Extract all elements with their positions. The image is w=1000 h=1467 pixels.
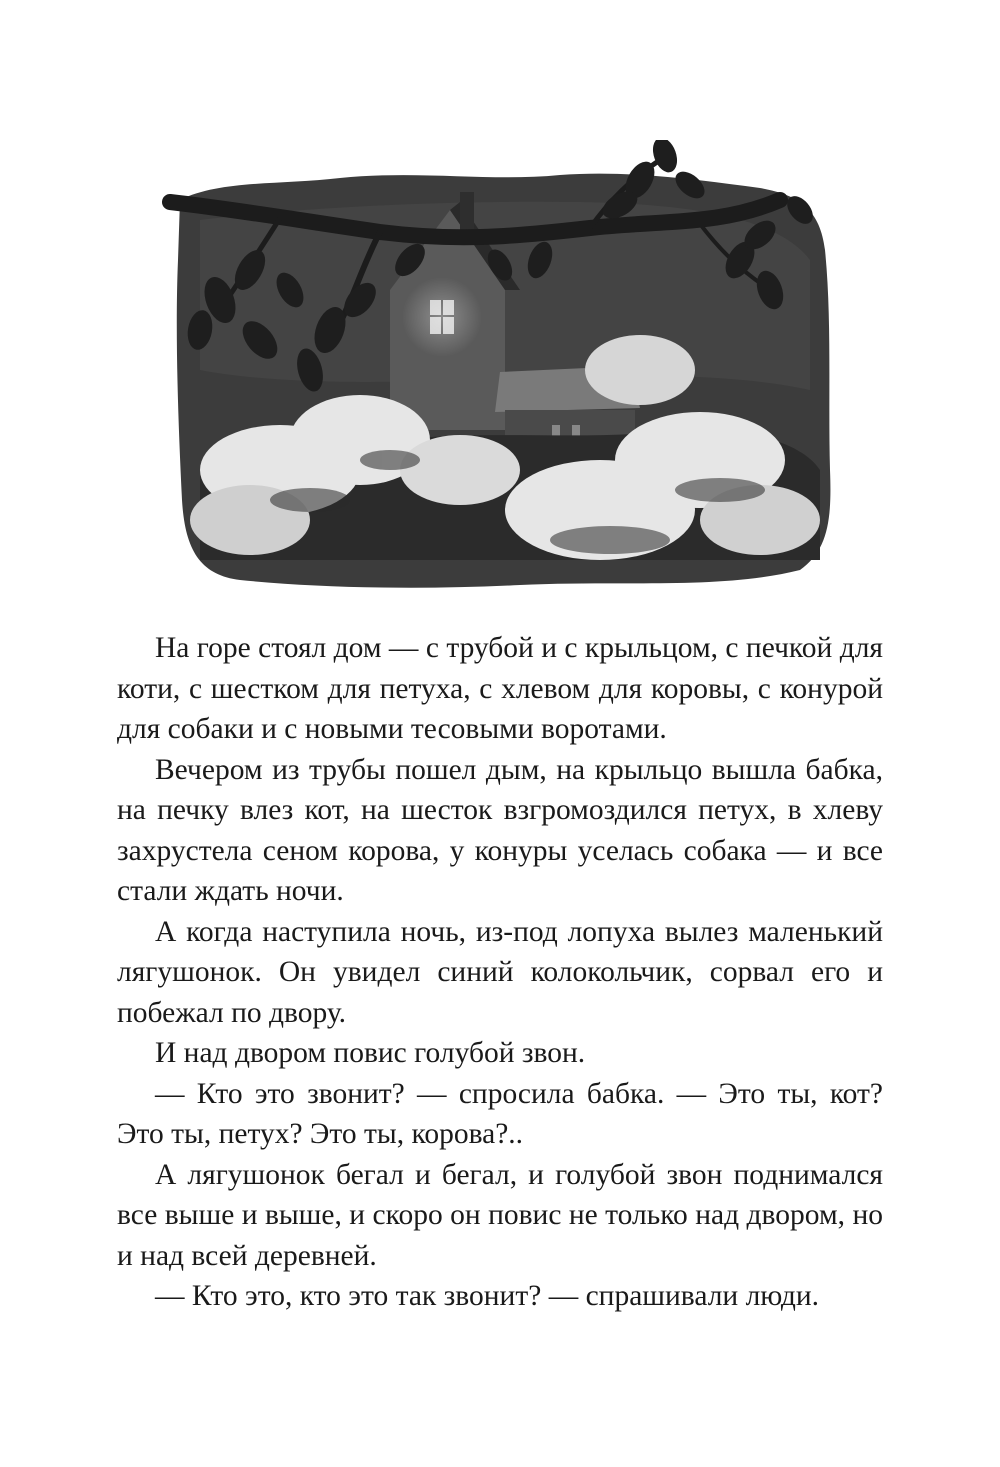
paragraph-1: На горе стоял дом — с трубой и с крыльцом, с печкой для коти, с шестком для петуха, с хлевом для коровы, с конурой для собаки и с новыми тесовыми воротами. xyxy=(117,632,883,745)
night-house-illustration xyxy=(160,140,840,600)
paragraph-2: Вечером из трубы пошел дым, на крыльцо вышла бабка, на печку влез кот, на шесток взгромоздился петух, в хлеву захрустела сеном корова, у конуры уселась собака — и все стали ждать ночи. xyxy=(117,753,883,907)
paragraph-4: И над двором повис голубой звон. xyxy=(155,1037,586,1069)
paragraph-7: — Кто это, кто это так звонит? — спрашивали люди. xyxy=(155,1280,820,1312)
paragraph-5: — Кто это звонит? — спросила бабка. — Это ты, кот? Это ты, петух? Это ты, корова?.. xyxy=(117,1077,883,1150)
story-text xyxy=(117,628,883,1317)
paragraph-3: А когда наступила ночь, из-под лопуха вылез маленький лягушонок. Он увидел синий колокольчик, сорвал его и побежал по двору. xyxy=(117,915,883,1029)
chimney xyxy=(460,192,474,232)
paragraph-6: А лягушонок бегал и бегал, и голубой звон поднимался все выше и выше, и скоро он повис не только над двором, но и над всей деревней. xyxy=(117,1158,883,1272)
illustration xyxy=(160,140,840,600)
